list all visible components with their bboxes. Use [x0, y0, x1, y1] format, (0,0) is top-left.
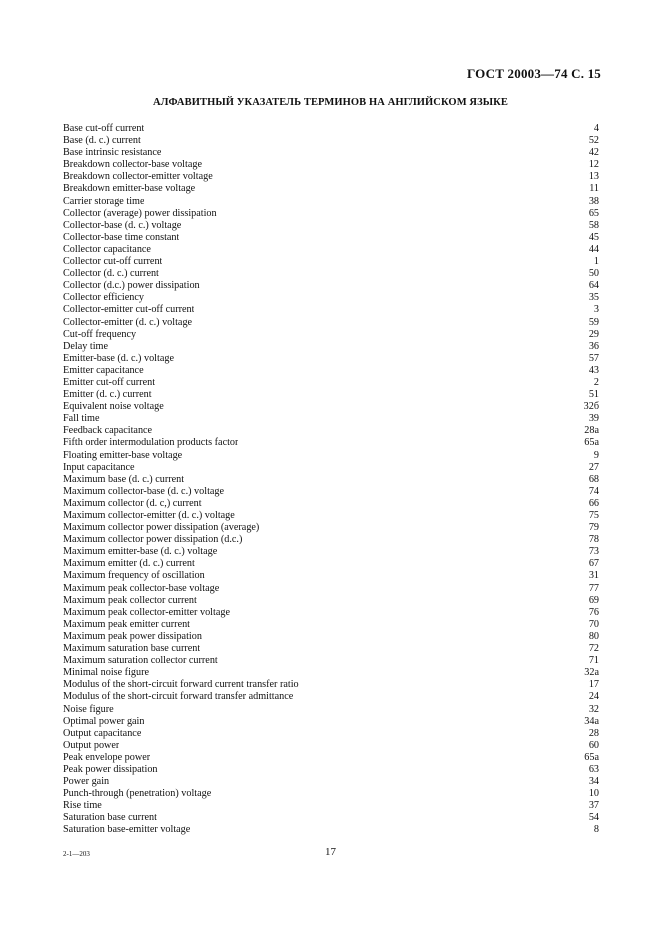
index-entry	[63, 123, 599, 135]
index-term: Minimal noise figure	[63, 667, 150, 679]
index-entry	[63, 135, 599, 147]
index-reference-number: 28	[588, 727, 599, 739]
index-reference-number: 1	[593, 256, 599, 268]
index-entry	[63, 244, 599, 256]
index-entry	[63, 558, 599, 570]
index-term: Emitter (d. c.) current	[63, 389, 152, 401]
print-code: 2-1—203	[63, 850, 90, 858]
index-entry	[63, 595, 599, 607]
index-term: Emitter cut-off current	[63, 376, 156, 388]
index-reference-number: 13	[588, 171, 599, 183]
index-reference-number: 37	[588, 800, 599, 812]
index-reference-number: 69	[588, 594, 599, 606]
index-entry	[63, 728, 599, 740]
index-entry	[63, 788, 599, 800]
index-entry	[63, 679, 599, 691]
index-term: Collector efficiency	[63, 292, 144, 304]
index-reference-number: 54	[588, 812, 599, 824]
index-term: Base cut-off current	[63, 123, 145, 134]
index-entry	[63, 462, 599, 474]
index-reference-number: 78	[588, 534, 599, 546]
term-index-list	[63, 123, 599, 837]
index-term: Input capacitance	[63, 461, 135, 473]
index-reference-number: 52	[588, 135, 599, 147]
index-reference-number: 68	[588, 473, 599, 485]
index-term: Collector (d. c.) current	[63, 268, 159, 280]
index-reference-number: 60	[588, 739, 599, 751]
index-entry	[63, 341, 599, 353]
index-entry	[63, 353, 599, 365]
index-reference-number: 29	[588, 328, 599, 340]
index-reference-number: 50	[588, 268, 599, 280]
index-term: Power gain	[63, 776, 110, 788]
index-reference-number: 31	[588, 570, 599, 582]
index-entry	[63, 498, 599, 510]
page-number: 17	[325, 846, 336, 858]
index-term: Maximum peak power dissipation	[63, 630, 202, 642]
index-reference-number: 79	[588, 522, 599, 534]
index-entry	[63, 764, 599, 776]
index-term: Maximum base (d. c.) current	[63, 473, 185, 485]
index-reference-number: 65а	[584, 751, 599, 763]
index-entry	[63, 486, 599, 498]
index-reference-number: 73	[588, 546, 599, 558]
index-term: Maximum peak collector-base voltage	[63, 582, 220, 594]
index-entry	[63, 304, 599, 316]
index-entry	[63, 631, 599, 643]
index-term: Maximum peak collector current	[63, 594, 197, 606]
index-term: Carrier storage time	[63, 195, 145, 207]
index-term: Cut-off frequency	[63, 328, 137, 340]
index-reference-number: 42	[588, 147, 599, 159]
index-reference-number: 32	[588, 703, 599, 715]
index-entry	[63, 704, 599, 716]
index-entry	[63, 691, 599, 703]
index-entry	[63, 292, 599, 304]
index-reference-number: 59	[588, 316, 599, 328]
index-entry	[63, 510, 599, 522]
index-term: Output power	[63, 739, 120, 751]
index-term: Maximum peak collector-emitter voltage	[63, 606, 230, 618]
index-entry	[63, 280, 599, 292]
index-entry	[63, 583, 599, 595]
index-term: Saturation base current	[63, 812, 157, 824]
index-term: Maximum frequency of oscillation	[63, 570, 205, 582]
index-reference-number: 64	[588, 280, 599, 292]
index-term: Collector (d.c.) power dissipation	[63, 280, 200, 292]
index-entry	[63, 183, 599, 195]
index-reference-number: 51	[588, 389, 599, 401]
index-reference-number: 67	[588, 558, 599, 570]
index-term: Delay time	[63, 340, 108, 352]
index-term: Equivalent noise voltage	[63, 401, 164, 413]
index-entry	[63, 159, 599, 171]
index-entry	[63, 196, 599, 208]
index-entry	[63, 546, 599, 558]
index-reference-number: 38	[588, 195, 599, 207]
index-term: Collector-emitter (d. c.) voltage	[63, 316, 193, 328]
index-entry	[63, 220, 599, 232]
index-reference-number: 65а	[584, 437, 599, 449]
index-term: Floating emitter-base voltage	[63, 449, 183, 461]
index-reference-number: 27	[588, 461, 599, 473]
index-entry	[63, 667, 599, 679]
index-term: Breakdown collector-base voltage	[63, 159, 202, 171]
index-entry	[63, 450, 599, 462]
index-entry	[63, 716, 599, 728]
index-reference-number: 70	[588, 618, 599, 630]
index-term: Maximum peak emitter current	[63, 618, 191, 630]
index-entry	[63, 425, 599, 437]
index-term: Collector-emitter cut-off current	[63, 304, 195, 316]
index-reference-number: 44	[588, 243, 599, 255]
index-reference-number: 72	[588, 643, 599, 655]
index-entry	[63, 171, 599, 183]
index-entry	[63, 317, 599, 329]
index-term: Maximum collector (d. c,) current	[63, 497, 202, 509]
index-reference-number: 32б	[583, 401, 599, 413]
index-term: Fifth order intermodulation products factor	[63, 437, 239, 449]
index-entry	[63, 776, 599, 788]
index-reference-number: 57	[588, 352, 599, 364]
index-entry	[63, 401, 599, 413]
index-reference-number: 8	[593, 824, 599, 836]
index-entry	[63, 619, 599, 631]
index-entry	[63, 437, 599, 449]
index-reference-number: 4	[593, 123, 599, 134]
index-entry	[63, 812, 599, 824]
index-entry	[63, 824, 599, 836]
index-reference-number: 58	[588, 219, 599, 231]
index-reference-number: 34а	[584, 715, 599, 727]
index-term: Rise time	[63, 800, 102, 812]
index-entry	[63, 740, 599, 752]
index-reference-number: 74	[588, 485, 599, 497]
index-reference-number: 39	[588, 413, 599, 425]
index-term: Emitter-base (d. c.) voltage	[63, 352, 174, 364]
index-entry	[63, 800, 599, 812]
index-entry	[63, 389, 599, 401]
index-reference-number: 17	[588, 679, 599, 691]
index-reference-number: 28а	[584, 425, 599, 437]
index-term: Collector-base time constant	[63, 231, 180, 243]
index-reference-number: 43	[588, 364, 599, 376]
index-entry	[63, 329, 599, 341]
index-entry	[63, 655, 599, 667]
index-term: Base (d. c.) current	[63, 135, 141, 147]
index-reference-number: 11	[589, 183, 599, 195]
index-reference-number: 24	[588, 691, 599, 703]
index-term: Maximum collector power dissipation (average)	[63, 522, 260, 534]
index-term: Maximum saturation base current	[63, 643, 201, 655]
index-term: Peak envelope power	[63, 751, 151, 763]
index-reference-number: 9	[593, 449, 599, 461]
index-term: Emitter capacitance	[63, 364, 144, 376]
section-title: АЛФАВИТНЫЙ УКАЗАТЕЛЬ ТЕРМИНОВ НА АНГЛИЙСКОМ ЯЗЫКЕ	[153, 97, 508, 108]
index-term: Modulus of the short-circuit forward current transfer ratio	[63, 679, 299, 691]
index-term: Collector (average) power dissipation	[63, 207, 217, 219]
index-reference-number: 77	[588, 582, 599, 594]
index-reference-number: 80	[588, 630, 599, 642]
index-entry	[63, 147, 599, 159]
index-term: Noise figure	[63, 703, 114, 715]
index-term: Breakdown collector-emitter voltage	[63, 171, 213, 183]
index-reference-number: 75	[588, 510, 599, 521]
index-entry	[63, 607, 599, 619]
index-reference-number: 36	[588, 340, 599, 352]
index-entry	[63, 752, 599, 764]
index-term: Collector capacitance	[63, 243, 151, 255]
index-term: Breakdown emitter-base voltage	[63, 183, 196, 195]
index-term: Saturation base-emitter voltage	[63, 824, 191, 836]
index-term: Fall time	[63, 413, 100, 425]
index-reference-number: 65	[588, 207, 599, 219]
index-entry	[63, 570, 599, 582]
index-entry	[63, 256, 599, 268]
index-term: Optimal power gain	[63, 715, 145, 727]
index-entry	[63, 268, 599, 280]
index-reference-number: 45	[588, 231, 599, 243]
index-reference-number: 35	[588, 292, 599, 304]
index-entry	[63, 643, 599, 655]
index-entry	[63, 474, 599, 486]
index-term: Maximum emitter (d. c.) current	[63, 558, 195, 570]
index-reference-number: 76	[588, 606, 599, 618]
index-reference-number: 12	[588, 159, 599, 171]
index-reference-number: 63	[588, 763, 599, 775]
index-term: Maximum collector power dissipation (d.c.)	[63, 534, 243, 546]
index-term: Feedback capacitance	[63, 425, 153, 437]
index-entry	[63, 534, 599, 546]
index-term: Base intrinsic resistance	[63, 147, 162, 159]
index-reference-number: 71	[588, 655, 599, 667]
index-reference-number: 32а	[584, 667, 599, 679]
index-term: Output capacitance	[63, 727, 142, 739]
index-entry	[63, 208, 599, 220]
index-term: Collector-base (d. c.) voltage	[63, 219, 182, 231]
index-term: Maximum collector-emitter (d. c.) voltage	[63, 510, 235, 521]
index-term: Collector cut-off current	[63, 256, 163, 268]
index-reference-number: 3	[593, 304, 599, 316]
index-reference-number: 10	[588, 788, 599, 800]
index-entry	[63, 377, 599, 389]
page-header: ГОСТ 20003—74 С. 15	[467, 66, 601, 81]
index-term: Maximum saturation collector current	[63, 655, 218, 667]
index-term: Maximum emitter-base (d. c.) voltage	[63, 546, 218, 558]
index-reference-number: 66	[588, 497, 599, 509]
index-reference-number: 2	[593, 376, 599, 388]
index-reference-number: 34	[588, 776, 599, 788]
index-entry	[63, 232, 599, 244]
index-term: Peak power dissipation	[63, 763, 158, 775]
index-term: Punch-through (penetration) voltage	[63, 788, 212, 800]
index-entry	[63, 522, 599, 534]
index-entry	[63, 365, 599, 377]
index-term: Maximum collector-base (d. c.) voltage	[63, 485, 225, 497]
index-entry	[63, 413, 599, 425]
index-term: Modulus of the short-circuit forward transfer admittance	[63, 691, 294, 703]
